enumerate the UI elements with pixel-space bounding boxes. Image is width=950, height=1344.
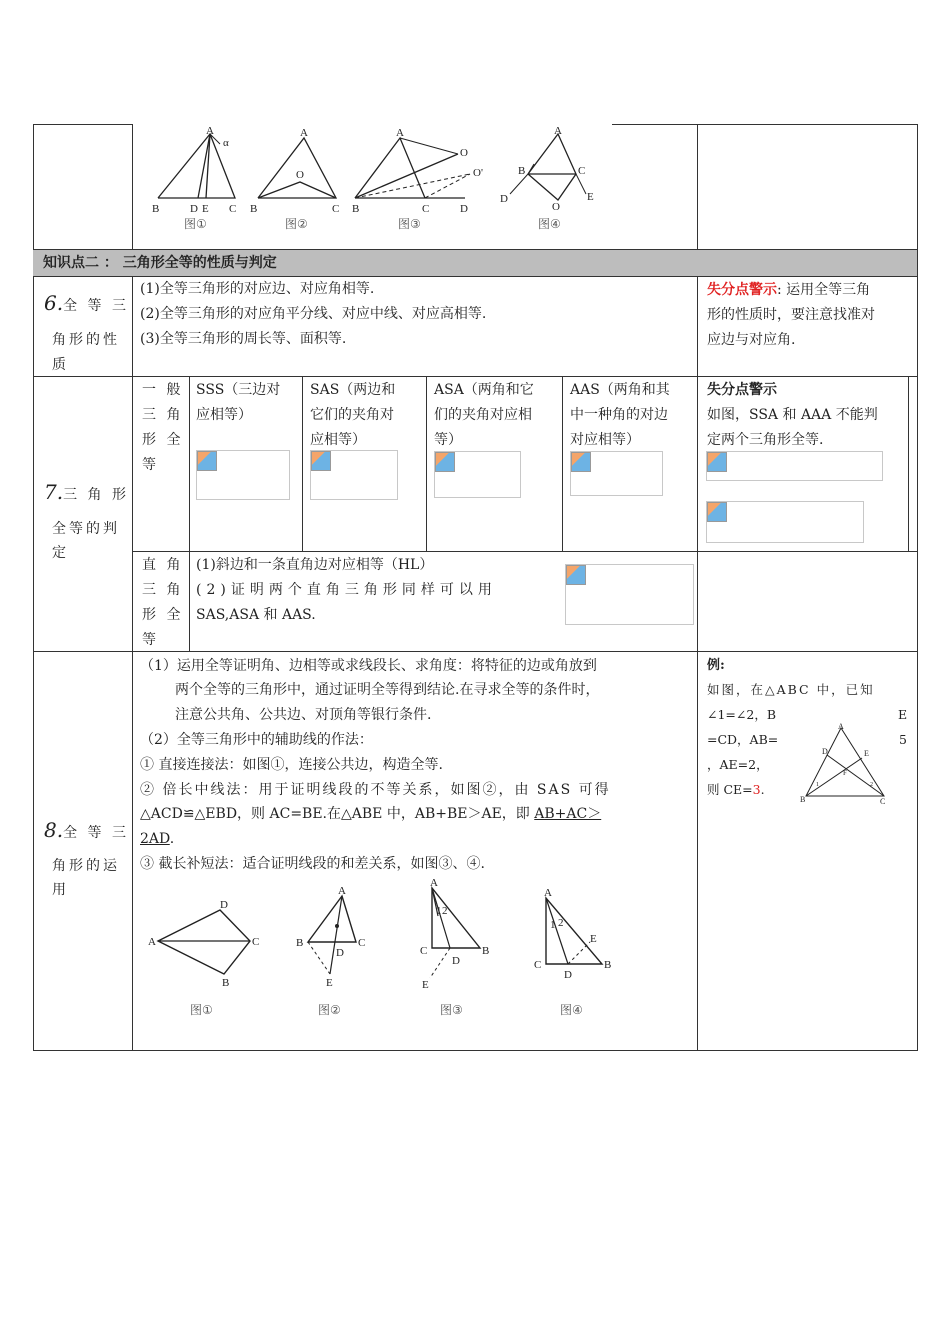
svg-text:D: D	[460, 203, 468, 215]
svg-text:E: E	[590, 933, 597, 945]
row8-figure-1	[148, 899, 259, 1017]
svg-text:C: C	[578, 165, 586, 177]
row6-label-2: 角形的性	[52, 332, 120, 348]
svg-text:E: E	[422, 979, 429, 991]
svg-text:B: B	[222, 977, 230, 989]
row6-warning-3: 应边与对应角.	[707, 332, 796, 348]
svg-text:A: A	[338, 885, 346, 897]
hl-line-3: SAS,ASA 和 AAS.	[196, 607, 316, 623]
right-label-2: 三 角	[142, 582, 184, 598]
svg-text:A: A	[206, 126, 214, 137]
example-line-3b: 5	[899, 732, 907, 747]
asa-line-2: 们的夹角对应相	[434, 407, 532, 423]
svg-text:A: A	[148, 936, 156, 948]
row7-warning-2: 定两个三角形全等.	[707, 432, 824, 448]
row8-figure-2	[296, 885, 365, 1017]
row7-label-3: 定	[52, 545, 66, 561]
image-placeholder-icon	[707, 502, 727, 522]
example-line-1: 如图，在△ABC 中，已知	[707, 682, 875, 697]
row6-line-3: (3)全等三角形的周长等、面积等.	[140, 331, 347, 347]
aas-line-1: AAS（两角和其	[570, 382, 670, 398]
aas-line-3: 对应相等）	[570, 432, 640, 448]
row8-label-1: 8.全 等 三	[44, 818, 129, 842]
svg-text:F: F	[843, 769, 847, 777]
row7-warning-title: 失分点警示	[707, 382, 777, 398]
general-label-3: 形 全	[142, 432, 184, 448]
svg-text:D: D	[220, 899, 228, 911]
svg-text:2: 2	[558, 917, 564, 929]
top-figures	[140, 126, 610, 236]
row8-figure-4	[534, 887, 611, 1017]
ssa-image	[706, 451, 883, 481]
image-placeholder-icon	[197, 451, 217, 471]
top-fig-caption-4: 图④	[538, 217, 561, 231]
svg-text:C: C	[229, 203, 237, 215]
row8-p2: （2）全等三角形中的辅助线的作法：	[140, 732, 373, 748]
asa-line-3: 等）	[434, 432, 462, 448]
row8-figure-3	[420, 877, 489, 1017]
svg-text:B: B	[800, 795, 806, 804]
svg-text:E: E	[864, 749, 869, 758]
sss-image	[196, 450, 290, 500]
row8-p4d: 2AD.	[140, 831, 175, 847]
sss-line-2: 应相等）	[196, 407, 252, 423]
svg-text:O: O	[460, 147, 468, 159]
row8-figures	[140, 876, 620, 1026]
svg-text:A: A	[430, 877, 438, 889]
svg-text:B: B	[296, 937, 304, 949]
svg-text:O: O	[296, 169, 304, 181]
svg-text:O: O	[552, 201, 560, 213]
svg-text:E: E	[326, 977, 333, 989]
top-fig-caption-1: 图①	[184, 217, 207, 231]
aaa-image	[706, 501, 864, 543]
example-figure	[796, 720, 894, 810]
example-line-3: =CD，AB=	[707, 732, 779, 747]
example-answer: 3	[752, 782, 761, 797]
svg-text:A: A	[838, 722, 844, 731]
sas-line-3: 应相等）	[310, 432, 366, 448]
svg-text:O': O'	[473, 167, 483, 179]
right-label-3: 形 全	[142, 607, 184, 623]
svg-text:1: 1	[436, 905, 442, 917]
row8-fig-caption-3: 图③	[440, 1003, 463, 1017]
top-figure-2	[250, 127, 339, 231]
top-figure-4	[500, 126, 594, 231]
svg-text:2: 2	[442, 905, 448, 917]
svg-text:B: B	[604, 959, 612, 971]
example-line-2b: E	[898, 707, 908, 722]
row8-p4b: △ACD≌△EBD，则 AC=BE.在△ABE 中，AB+BE＞AE，即 AB+AC＞	[140, 806, 602, 822]
section-header	[33, 250, 917, 276]
row8-label-3: 用	[52, 882, 66, 898]
svg-text:B: B	[352, 203, 360, 215]
general-label-2: 三 角	[142, 407, 184, 423]
row7-warning-1: 如图，SSA 和 AAA 不能判	[707, 407, 878, 423]
example-line-4: ，AE=2，	[707, 757, 769, 772]
row8-fig-caption-2: 图②	[318, 1003, 341, 1017]
row6-line-1: (1)全等三角形的对应边、对应角相等.	[140, 281, 375, 297]
row6-label-3: 质	[52, 357, 66, 373]
row6-warning-2: 形的性质时，要注意找准对	[707, 307, 875, 323]
svg-text:C: C	[422, 203, 430, 215]
example-line-2: ∠1=∠2，B	[707, 707, 777, 722]
svg-text:C: C	[534, 959, 542, 971]
asa-line-1: ASA（两角和它	[434, 382, 534, 398]
row8-label-2: 角形的运	[52, 858, 120, 874]
top-figure-1	[152, 126, 236, 231]
svg-text:D: D	[190, 203, 198, 215]
right-label-1: 直 角	[142, 557, 184, 573]
row8-p1-3: 注意公共角、公共边、对顶角等银行条件.	[175, 707, 432, 723]
svg-text:C: C	[252, 936, 260, 948]
svg-text:B: B	[250, 203, 258, 215]
general-label-4: 等	[142, 457, 156, 473]
image-placeholder-icon	[571, 452, 591, 472]
row8-p4a: ② 倍长中线法：用于证明线段的不等关系，如图②，由 SAS 可得	[140, 782, 611, 798]
svg-text:C: C	[420, 945, 428, 957]
row6-label-1: 6.全 等 三	[44, 291, 129, 315]
svg-text:A: A	[396, 127, 404, 139]
right-label-4: 等	[142, 632, 156, 648]
svg-text:D: D	[452, 955, 460, 967]
row8-fig-caption-4: 图④	[560, 1003, 583, 1017]
svg-text:D: D	[822, 747, 828, 756]
svg-text:B: B	[482, 945, 490, 957]
row6-warning: 失分点警示: 运用全等三角	[707, 282, 871, 298]
image-placeholder-icon	[311, 451, 331, 471]
hl-line-1: (1)斜边和一条直角边对应相等（HL）	[196, 557, 434, 573]
svg-text:α: α	[223, 137, 229, 149]
svg-text:B: B	[152, 203, 160, 215]
svg-text:2: 2	[870, 782, 873, 788]
svg-text:B: B	[518, 165, 526, 177]
aas-line-2: 中一种角的对边	[570, 407, 668, 423]
example-title: 例:	[707, 658, 725, 673]
svg-text:D: D	[500, 193, 508, 205]
row7-label-2: 全等的判	[52, 521, 120, 537]
image-placeholder-icon	[435, 452, 455, 472]
svg-text:A: A	[300, 127, 308, 139]
svg-text:D: D	[564, 969, 572, 981]
top-fig-caption-3: 图③	[398, 217, 421, 231]
svg-text:1: 1	[550, 919, 556, 931]
svg-text:E: E	[202, 203, 209, 215]
asa-image	[434, 451, 521, 498]
svg-text:C: C	[332, 203, 340, 215]
sas-line-1: SAS（两边和	[310, 382, 396, 398]
sss-line-1: SSS（三边对	[196, 382, 281, 398]
svg-text:C: C	[358, 937, 366, 949]
general-label-1: 一 般	[142, 382, 184, 398]
image-placeholder-icon	[707, 452, 727, 472]
row6-line-2: (2)全等三角形的对应角平分线、对应中线、对应高相等.	[140, 306, 487, 322]
aas-image	[570, 451, 663, 496]
hl-line-2: (2)证明两个直角三角形同样可以用	[196, 582, 497, 598]
image-placeholder-icon	[566, 565, 586, 585]
row7-label-1: 7.三 角 形	[44, 480, 129, 504]
row8-p1-2: 两个全等的三角形中，通过证明全等得到结论.在寻求全等的条件时，	[175, 682, 600, 698]
svg-text:D: D	[336, 947, 344, 959]
hl-image	[565, 564, 694, 625]
sas-image	[310, 450, 398, 500]
row8-p1-1: （1）运用全等证明角、边相等或求线段长、求角度：将特征的边或角放到	[140, 658, 597, 674]
sas-line-2: 它们的夹角对	[310, 407, 394, 423]
svg-text:A: A	[554, 126, 562, 137]
svg-text:C: C	[880, 797, 886, 806]
svg-text:A: A	[544, 887, 552, 899]
row8-p5: ③ 截长补短法：适合证明线段的和差关系，如图③、④.	[140, 856, 485, 872]
top-figure-3	[352, 127, 483, 231]
example-line-5: 则 CE=3.	[707, 782, 765, 797]
svg-text:1: 1	[816, 782, 819, 788]
svg-text:E: E	[587, 191, 594, 203]
row8-fig-caption-1: 图①	[190, 1003, 213, 1017]
top-fig-caption-2: 图②	[285, 217, 308, 231]
row8-p3: ① 直接连接法：如图①，连接公共边，构造全等.	[140, 757, 443, 773]
section-title: 知识点二 ： 三角形全等的性质与判定	[43, 255, 277, 271]
